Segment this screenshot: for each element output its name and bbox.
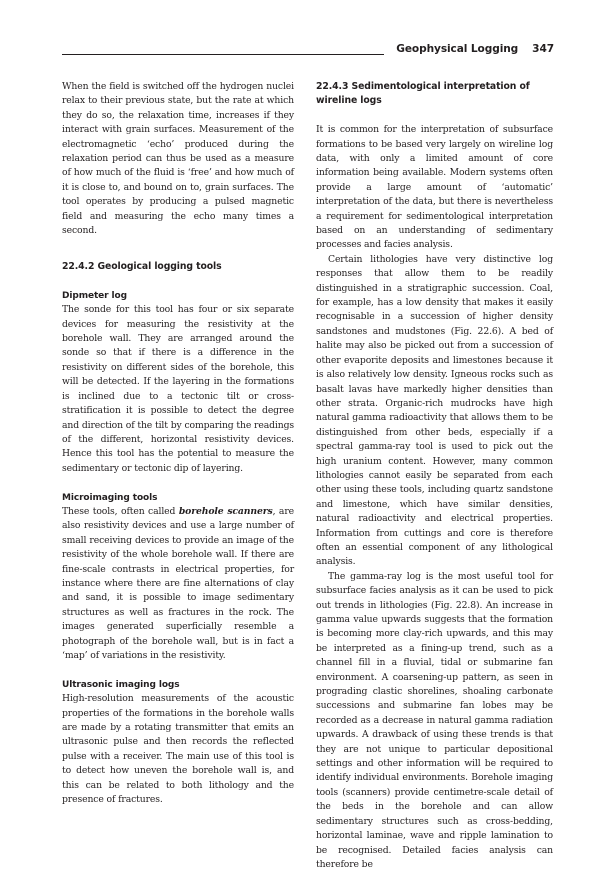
microimaging-text-start: These tools, often called <box>62 505 179 517</box>
dipmeter-heading: Dipmeter log <box>62 290 127 301</box>
microimaging-text-end: , are also resistivity devices and use a large number of small receiving devices to provide an image of the resistivity of the whole borehole wall. If there are fine-scale contrasts in electrical properties, for instance where there are fine alternations of clay and sand, it is possible to image sedimentary structures as well as fractures in the rock. The images generated superficially resemble a photograph of the borehole wall, but is in fact a ‘map’ of variations in the resistivity. <box>62 505 294 661</box>
dipmeter-paragraph: The sonde for this tool has four or six separate devices for measuring the resistivity at the borehole wall. They are arranged around the sonde so that if there is a difference in the resistivity on different sides of the borehole, this will be detected. If the layering in the formations is inclined due to a tectonic tilt or cross-stratification it is possible to detect the degree and direction of the tilt by comparing the readings of the different, horizontal resistivity devices. Hence this tool has the potential to measure the sedimentary or tectonic dip of layering. <box>62 304 294 474</box>
section-heading-geological-tools: 22.4.2 Geological logging tools <box>62 261 222 273</box>
running-title: Geophysical Logging <box>396 43 519 55</box>
sedimentological-paragraph-1: It is common for the interpretation of subsurface formations to be based very largely on wireline log data, with only a limited amount of core information being available. Modern systems often provide a large amount of ‘automatic’ interpretation of the data, but there is nevertheless a requirement for sedimentological interpretation based on an understanding of sedimentary processes and facies analysis. <box>316 124 553 251</box>
section-heading-sedimentological: 22.4.3 Sedimentological interpretation of wireline logs <box>316 81 530 107</box>
running-head <box>396 43 554 55</box>
sedimentological-paragraph-2: Certain lithologies have very distinctive log responses that allow them to be readily distinguished in a stratigraphic succession. Coal, for example, has a low density that makes it easily recognisable in a succession of higher density sandstones and mudstones (Fig. 22.6). A bed of halite may also be picked out from a succession of other evaporite deposits and limestones because it is also relatively low density. Igneous rocks such as basalt lavas have markedly higher densities than other strata. Organic-rich mudrocks have high natural gamma radioactivity that allows them to be distinguished from other beds, especially if a spectral gamma-ray tool is used to pick out the high uranium content. However, many common lithologies cannot easily be separated from each other using these tools, including quartz sandstone and limestone, which have similar densities, natural radioactivity and electrical properties. Information from cuttings and core is therefore often an essential component of any lithological analysis. <box>316 253 553 568</box>
right-column <box>316 80 553 872</box>
sedimentological-paragraph-3: The gamma-ray log is the most useful tool for subsurface facies analysis as it can be used to pick out trends in lithologies (Fig. 22.8). An increase in gamma value upwards suggests that the formation is becoming more clay-rich upwards, and this may be interpreted as a fining-up trend, such as a channel fill in a fluvial, tidal or submarine fan environment. A coarsening-up pattern, as seen in prograding clastic shorelines, shoaling carbonate successions and submarine fan lobes may be recorded as a decrease in natural gamma radiation upwards. A drawback of using these trends is that they are not unique to particular depositional settings and other information will be required to identify individual environments. Borehole imaging tools (scanners) provide centimetre-scale detail of the beds in the borehole and can allow sedimentary structures such as cross-bedding, horizontal laminae, wave and ripple lamination to be recognised. Detailed facies analysis can therefore be <box>316 570 553 870</box>
ultrasonic-paragraph: High-resolution measurements of the acoustic properties of the formations in the borehole walls are made by a rotating transmitter that emits an ultrasonic pulse and then records the reflected pulse with a receiver. The main use of this tool is to detect how uneven the borehole wall is, and this can be related to both lithology and the presence of fractures. <box>62 693 294 806</box>
page-number: 347 <box>532 43 554 55</box>
left-column <box>62 80 294 807</box>
header-rule <box>62 54 384 55</box>
nmr-paragraph: When the field is switched off the hydrogen nuclei relax to their previous state, but the rate at which they do so, the relaxation time, increases if they interact with grain surfaces. Measurement of the electromagnetic ‘echo’ produced during the relaxation period can thus be used as a measure of how much of the fluid is ‘free’ and how much of it is close to, and bound on to, grain surfaces. The tool operates by producing a pulsed magnetic field and measuring the echo many times a second. <box>62 81 294 237</box>
microimaging-heading: Microimaging tools <box>62 492 158 503</box>
microimaging-paragraph <box>62 505 294 663</box>
ultrasonic-heading: Ultrasonic imaging logs <box>62 679 180 690</box>
borehole-scanners-term: borehole scanners <box>178 505 273 517</box>
